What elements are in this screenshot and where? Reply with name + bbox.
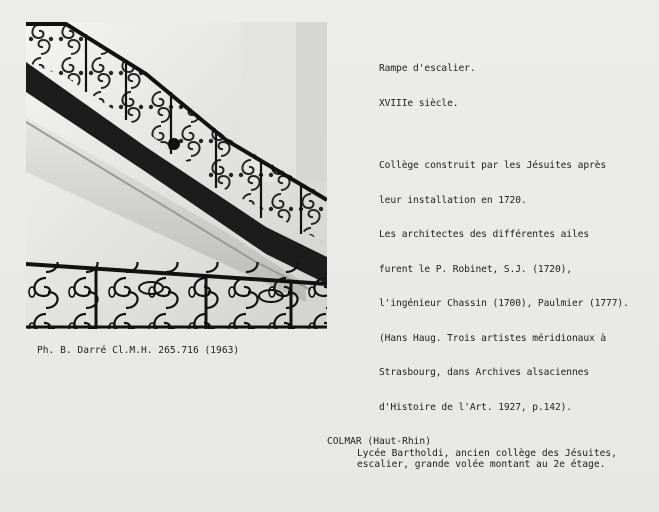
caption-line: furent le P. Robinet, S.J. (1720), (379, 263, 572, 275)
location-place: COLMAR (Haut-Rhin) (327, 436, 431, 447)
caption-line: XVIIIe siècle. (379, 97, 459, 109)
caption-line: Rampe d'escalier. (379, 63, 476, 74)
caption-line: (Hans Haug. Trois artistes méridionaux à (379, 332, 607, 344)
photo-credit: Ph. B. Darré Cl.M.H. 265.716 (1963) (37, 345, 240, 356)
photo-caption (379, 40, 654, 436)
location-block (327, 436, 617, 471)
caption-line: d'Histoire de l'Art. 1927, p.142). (379, 401, 572, 413)
caption-line: Les architectes des différentes ailes (379, 229, 590, 240)
location-line: escalier, grande volée montant au 2e étage. (357, 459, 606, 470)
caption-line: l'ingénieur Chassin (1700), Paulmier (1777). (379, 298, 629, 309)
caption-line: Collège construit par les Jésuites après (379, 160, 607, 171)
caption-line: leur installation en 1720. (379, 194, 527, 206)
caption-line: Strasbourg, dans Archives alsaciennes (379, 367, 590, 378)
location-line: Lycée Bartholdi, ancien collège des Jésuites, (357, 447, 617, 459)
caption-line (379, 132, 654, 137)
photo-image (26, 22, 327, 329)
stair-railing-photo (26, 22, 327, 329)
